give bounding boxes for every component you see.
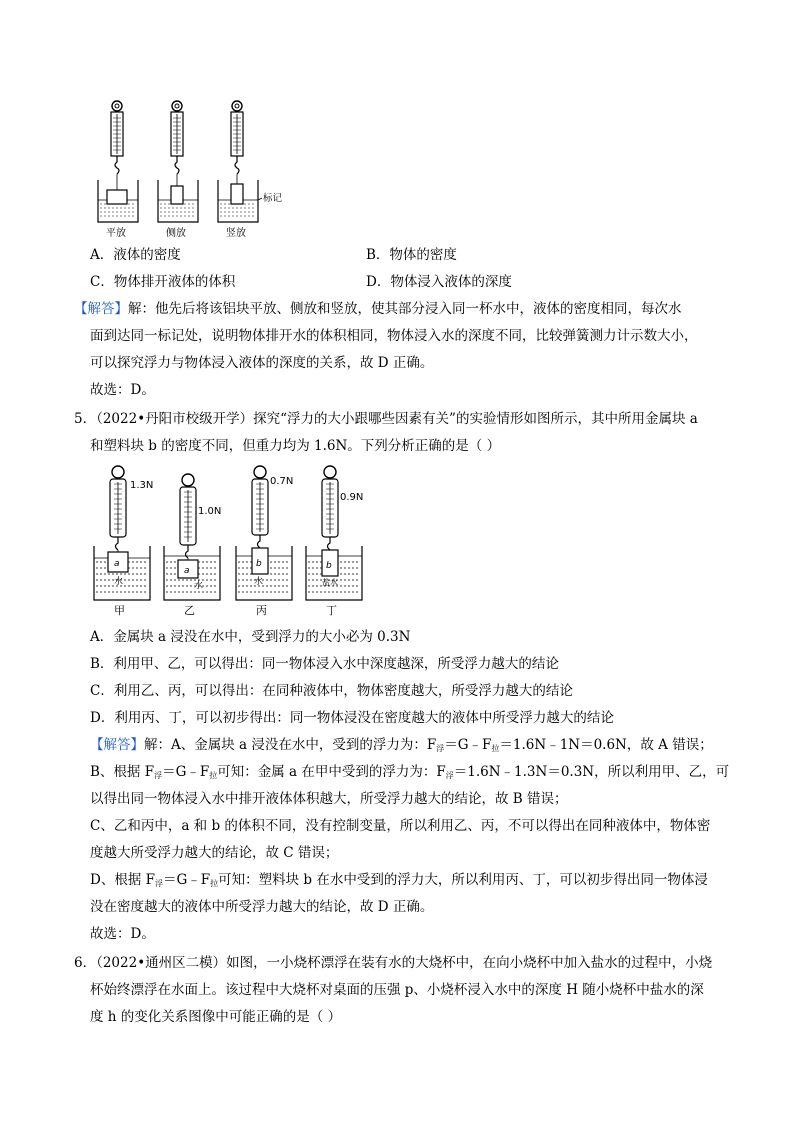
label-mark: 标记 — [263, 193, 283, 204]
q5-choose: 故选：D。 — [90, 926, 155, 942]
panel-jia — [94, 466, 153, 617]
block-ding: b — [326, 561, 332, 571]
liquid-bing: 水 — [254, 577, 264, 587]
reading-bing: 0.7N — [270, 476, 294, 487]
q4-option-c: C．物体排开液体的体积 — [90, 274, 236, 290]
q5-stem-line-2: 和塑料块 b 的密度不同，但重力均为 1.6N。下列分析正确的是（ ） — [90, 438, 501, 454]
q5-answer-line-d1: D、根据 $F_浮=G﹣F_拉$可知：塑料块 b 在水中受到的浮力大，所以利用丙、丁，可以初步得出同一物体浸 — [90, 872, 708, 888]
figure-buoyancy-experiment — [90, 462, 370, 620]
caption-bing: 丙 — [256, 604, 267, 617]
q5-answer-tag: 【解答】 — [90, 737, 144, 753]
panel-yi — [164, 474, 221, 617]
q5-answer-line-b2: 以得出同一物体浸入水中排开液体体积越大，所受浮力越大的结论，故 B 错误； — [90, 791, 568, 807]
q4-answer-line-2: 面到达同一标记处，说明物体排开水的体积相同，物体浸入水的深度不同，比较弹簧测力计示数大小， — [90, 328, 698, 344]
q4-choose: 故选：D。 — [90, 382, 155, 398]
q4-option-d: D．物体浸入液体的深度 — [366, 274, 512, 290]
caption-ding: 丁 — [326, 604, 337, 617]
q4-answer-line-3: 可以探究浮力与物体浸入液体的深度的关系，故 D 正确。 — [90, 355, 434, 371]
q6-stem-line-3: 度 h 的变化关系图像中可能正确的是（ ） — [90, 1009, 342, 1025]
reading-ding: 0.9N — [340, 492, 364, 503]
block-jia: a — [114, 559, 120, 569]
liquid-jia: 水 — [114, 577, 124, 587]
caption-jia: 甲 — [114, 604, 125, 617]
block-bing: b — [256, 559, 262, 569]
figure-aluminum-block-orientations — [92, 98, 283, 240]
reading-jia: 1.3N — [130, 480, 154, 491]
panel-bing — [236, 466, 293, 617]
q5-option-a: A．金属块 a 浸没在水中，受到浮力的大小必为 0.3N — [90, 629, 411, 645]
label-flat: 平放 — [106, 228, 126, 239]
q4-answer-tag: 【解答】 — [74, 301, 128, 317]
q4-answer-line-1: 【解答】解：他先后将该铝块平放、侧放和竖放，使其部分浸入同一杯水中，液体的密度相同，每次水 — [74, 301, 682, 317]
label-upright: 竖放 — [226, 228, 246, 239]
liquid-ding: 盐水 — [322, 578, 338, 587]
q5-option-d: D．利用丙、丁，可以初步得出：同一物体浸没在密度越大的液体中所受浮力越大的结论 — [90, 710, 614, 726]
caption-yi: 乙 — [184, 604, 195, 617]
q6-stem-line-2: 杯始终漂浮在水面上。该过程中大烧杯对桌面的压强 p、小烧杯浸入水中的深度 H 随小烧杯中盐水的深 — [90, 982, 704, 998]
q4-option-a: A．液体的密度 — [90, 247, 181, 263]
q5-answer-line-c1: C、乙和丙中，a 和 b 的体积不同，没有控制变量，所以利用乙、丙，不可以得出在同种液体中，物体密 — [90, 818, 711, 834]
q4-option-b: B．物体的密度 — [366, 247, 457, 263]
q6-stem-line-1: 6．（2022•通州区二模）如图，一小烧杯漂浮在装有水的大烧杯中，在向小烧杯中加入盐水的过程中，小烧 — [74, 955, 713, 971]
panel-ding — [306, 466, 363, 617]
reading-yi: 1.0N — [198, 506, 222, 517]
q5-option-b: B．利用甲、乙，可以得出：同一物体浸入水中深度越深，所受浮力越大的结论 — [90, 656, 559, 672]
q5-answer-line-a: 【解答】解：A、金属块 a 浸没在水中，受到的浮力为：$F_浮=G﹣F_拉=1.6N﹣1N=0.6N$，故 A 错误； — [90, 737, 713, 753]
q5-option-c: C．利用乙、丙，可以得出：在同种液体中，物体密度越大，所受浮力越大的结论 — [90, 683, 573, 699]
label-side: 侧放 — [166, 228, 186, 239]
q5-answer-line-c2: 度越大所受浮力越大的结论，故 C 错误； — [90, 845, 339, 861]
q5-answer-line-b1: B、根据 $F_浮=G﹣F_拉$可知：金属 a 在甲中受到的浮力为：$F_浮=1.6N﹣1.3N=0.3N$，所以利用甲、乙，可 — [90, 764, 730, 780]
q5-stem-line-1: 5．（2022•丹阳市校级开学）探究“浮力的大小跟哪些因素有关”的实验情形如图所示，其中所用金属块 a — [74, 411, 698, 427]
q5-answer-line-d2: 没在密度越大的液体中所受浮力越大的结论，故 D 正确。 — [90, 899, 434, 915]
block-yi: a — [184, 566, 190, 576]
liquid-yi: 水 — [194, 581, 204, 591]
